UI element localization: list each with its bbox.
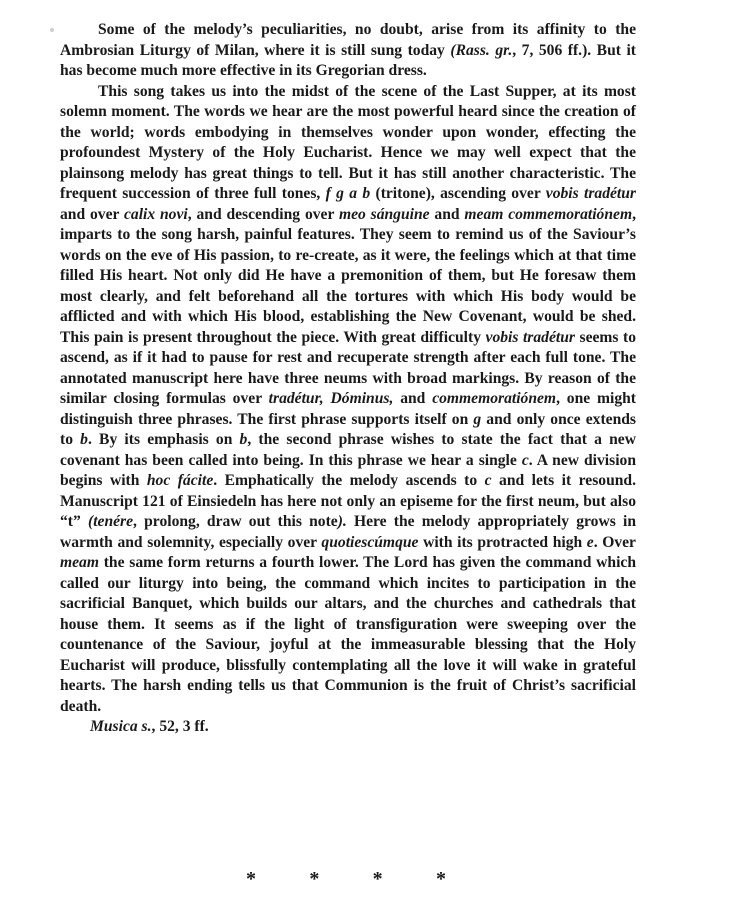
italic-text: g (473, 410, 482, 428)
text-run: Here the melody appropriately grows in warmth and solemnity, especially over (60, 513, 637, 551)
body-text (60, 20, 636, 717)
text-run: and (393, 390, 433, 407)
divider-star: * (309, 868, 320, 890)
reference-line (60, 717, 636, 738)
text-run: , imparts to the song harsh, painful features. They seem to remind us of the Saviour’s words on the eve of His passion, to re-create, as it were, the feelings which at that time filled His heart. Not only did He have a premonition of them, but He foresaw them most clearly, and felt beforehand all the tortures with which His body would be afflicted and with which His blood, establishing the New Covenant, would be shed. This pain is present throughout the piece. With great difficulty (60, 205, 636, 346)
text-run: . A new division begins with (60, 451, 636, 489)
paragraph (60, 82, 636, 718)
document-page (60, 20, 636, 738)
italic-text: quotiescúmque (321, 533, 419, 551)
text-run: the same form returns a fourth lower. The Lord has given the command which called our liturgy into being, the command which incites to participation in the sacrificial Banquet, which builds our altars, and the churches and cathedrals that house them. It seems as if the light of transfiguration were sweeping over the countenance of the Saviour, joyful at the immeasurable blessing that the Holy Eucharist will produce, blissfully contemplating all the love it will wake in grateful hearts. The harsh ending tells us that Communion is the fruit of Christ’s sacrificial death. (60, 554, 636, 715)
italic-text: c (484, 472, 492, 489)
italic-text: vobis tradétur (545, 185, 637, 202)
text-run: and over (60, 205, 124, 223)
italic-text: commemoratiónem (432, 390, 557, 407)
italic-text: c (521, 451, 529, 469)
text-run: , prolong, draw out this note (133, 513, 338, 530)
italic-text: meo sánguine (338, 205, 430, 223)
text-run: , the second phrase wishes to state the fact that a new covenant has been called into being. In this phrase we hear a single (60, 431, 636, 469)
italic-text: e (586, 533, 594, 551)
text-run: Some of the melody’s peculiarities, no doubt, arise from its affinity to the Ambrosian Liturgy of Milan, where it is still sung today (60, 21, 636, 59)
text-run: . Emphatically the melody ascends to (213, 472, 485, 489)
margin-speck (50, 28, 54, 32)
text-run: This song takes us into the midst of the scene of the Last Supper, at its most solemn moment. The words we hear are the most powerful heard since the creation of the world; words embodying in themselves wonder upon wonder, effecting the profoundest Mystery of the Holy Eucharist. Hence we may well expect that the plainsong melody has great things to tell. But it has still another characteristic. The frequent succession of three full tones, (60, 82, 636, 202)
text-run: (tritone), ascending over (370, 185, 546, 202)
reference-source: Musica s. (90, 718, 152, 735)
italic-text: f g a b (325, 185, 371, 202)
italic-text: vobis tradétur (485, 328, 575, 346)
divider-star: * (372, 868, 383, 890)
text-run: , 7, 506 ff.). But it has become much more effective in its Gregorian dress. (60, 41, 636, 79)
italic-text: hoc fácite (146, 472, 214, 489)
text-run: . By its emphasis on (87, 431, 240, 448)
reference-location: , 52, 3 ff. (151, 718, 209, 735)
divider-star: * (435, 868, 446, 890)
text-run: and lets it resound. Manuscript 121 of Einsiedeln has here not only an episeme for the first neum, but also “t” (60, 472, 636, 530)
paragraph (60, 20, 636, 82)
text-run: with its protracted high (418, 533, 587, 551)
text-run: , and descending over (187, 205, 339, 223)
section-divider (246, 868, 446, 891)
italic-text: (tenére (88, 513, 134, 530)
italic-text: b (80, 431, 88, 448)
italic-text: ). (337, 513, 347, 530)
italic-text: b (239, 431, 248, 448)
text-run: seems to ascend, as if it had to pause for rest and recuperate strength after each full tone. The annotated manuscript here have three neums with broad markings. By reason of the similar closing formulas over (60, 328, 636, 407)
italic-text: tradétur, Dóminus, (268, 390, 394, 407)
italic-text: (Rass. gr. (450, 41, 513, 59)
italic-text: meam commemoratiónem (464, 205, 633, 223)
text-run: . Over (593, 533, 636, 551)
text-run: and (429, 205, 465, 223)
text-run: , one might distinguish three phrases. The first phrase supports itself on (60, 390, 636, 428)
italic-text: calix novi (123, 205, 188, 223)
divider-star: * (246, 868, 256, 890)
text-run: and only once extends to (60, 410, 636, 448)
italic-text: meam (60, 554, 99, 571)
